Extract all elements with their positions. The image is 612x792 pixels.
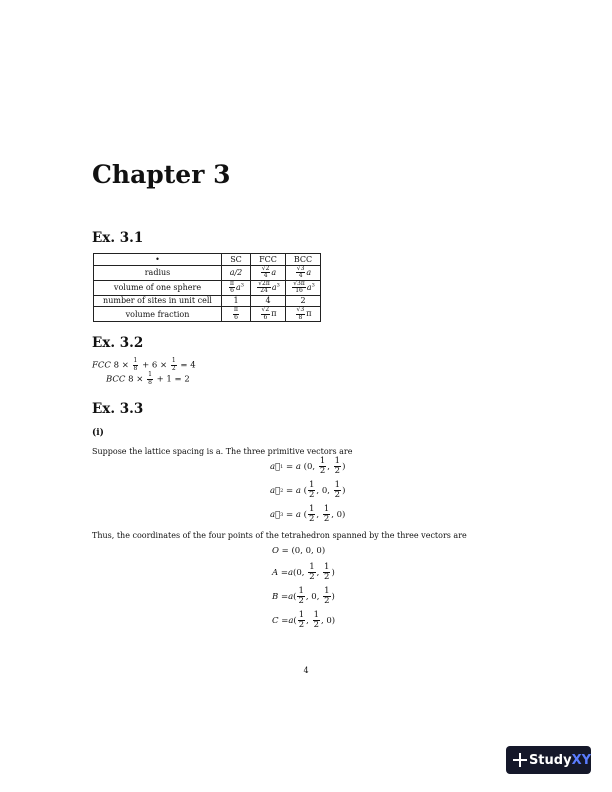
table-header-cell: SC xyxy=(222,254,251,266)
table-cell: 2 xyxy=(286,295,321,307)
table-row xyxy=(94,280,321,295)
row-label: number of sites in unit cell xyxy=(94,295,222,307)
table-row xyxy=(94,295,321,307)
table-cell: $\frac{√3\pi}{16}$ $a^3$ xyxy=(286,280,321,295)
table-cell: $\frac{\pi}{6}$ $a^3$ xyxy=(222,280,251,295)
row-label: radius xyxy=(94,265,222,280)
properties-table xyxy=(93,253,321,322)
vector-a2-equation: a⃗ 2 = a ( $\frac{1}{2}$ , 0, $\frac{1}{2}$ ) xyxy=(270,480,346,500)
table-cell xyxy=(222,265,251,280)
table-header-row xyxy=(94,254,321,266)
table-header-cell: FCC xyxy=(251,254,286,266)
table-cell: $\frac{√3}{8}$ π xyxy=(286,307,321,322)
row-label: volume of one sphere xyxy=(94,280,222,295)
logo-text-main: Study xyxy=(528,752,572,768)
table-row xyxy=(94,265,321,280)
studyxy-logo[interactable] xyxy=(506,746,591,774)
table-cell: $\frac{\pi}{6}$ xyxy=(222,307,251,322)
chapter-title: Chapter 3 xyxy=(92,160,231,189)
point-a-equation: A = a (0, $\frac{1}{2}$ , $\frac{1}{2}$ ) xyxy=(272,562,335,582)
table-cell: 1 xyxy=(222,295,251,307)
thus-text: Thus, the coordinates of the four points of the tetrahedron spanned by the three vectors are xyxy=(92,531,467,540)
row-label: volume fraction xyxy=(94,307,222,322)
point-c-equation: C = a ( $\frac{1}{2}$ , $\frac{1}{2}$ , 0) xyxy=(272,610,336,630)
page-number: 4 xyxy=(303,666,309,675)
vector-a3-equation: a⃗ 3 = a ( $\frac{1}{2}$ , $\frac{1}{2}$ , 0) xyxy=(270,504,346,524)
section-heading-ex32: Ex. 3.2 xyxy=(92,335,144,351)
bcc-count-equation: BCC 8 × $\frac{1}{8}$ + 1 = 2 xyxy=(106,371,190,386)
section-heading-ex31: Ex. 3.1 xyxy=(92,230,144,246)
table-header-cell: • xyxy=(94,254,222,266)
table-header-cell: BCC xyxy=(286,254,321,266)
table-cell: $\frac{√2\pi}{24}$ $a^3$ xyxy=(251,280,286,295)
point-o-equation: O = (0, 0, 0) xyxy=(272,546,326,556)
table-cell: $\frac{√3}{4}$ a xyxy=(286,265,321,280)
table-row xyxy=(94,307,321,322)
logo-text-accent: XY xyxy=(571,752,591,768)
section-heading-ex33: Ex. 3.3 xyxy=(92,401,144,417)
plus-icon xyxy=(513,753,523,767)
fcc-count-equation: FCC 8 × $\frac{1}{8}$ + 6 × $\frac{1}{2}$ = 4 xyxy=(92,357,196,372)
part-label: (i) xyxy=(92,428,104,438)
table-cell: 4 xyxy=(251,295,286,307)
vector-a1-equation: a⃗ 1 = a (0, $\frac{1}{2}$ , $\frac{1}{2}$ ) xyxy=(270,456,346,476)
point-b-equation: B = a ( $\frac{1}{2}$ , 0, $\frac{1}{2}$ ) xyxy=(272,586,335,606)
table-cell: $\frac{√2}{6}$ π xyxy=(251,307,286,322)
intro-text: Suppose the lattice spacing is a. The three primitive vectors are xyxy=(92,447,353,456)
cell-value: a/2 xyxy=(229,268,243,277)
table-cell: $\frac{√2}{4}$ a xyxy=(251,265,286,280)
